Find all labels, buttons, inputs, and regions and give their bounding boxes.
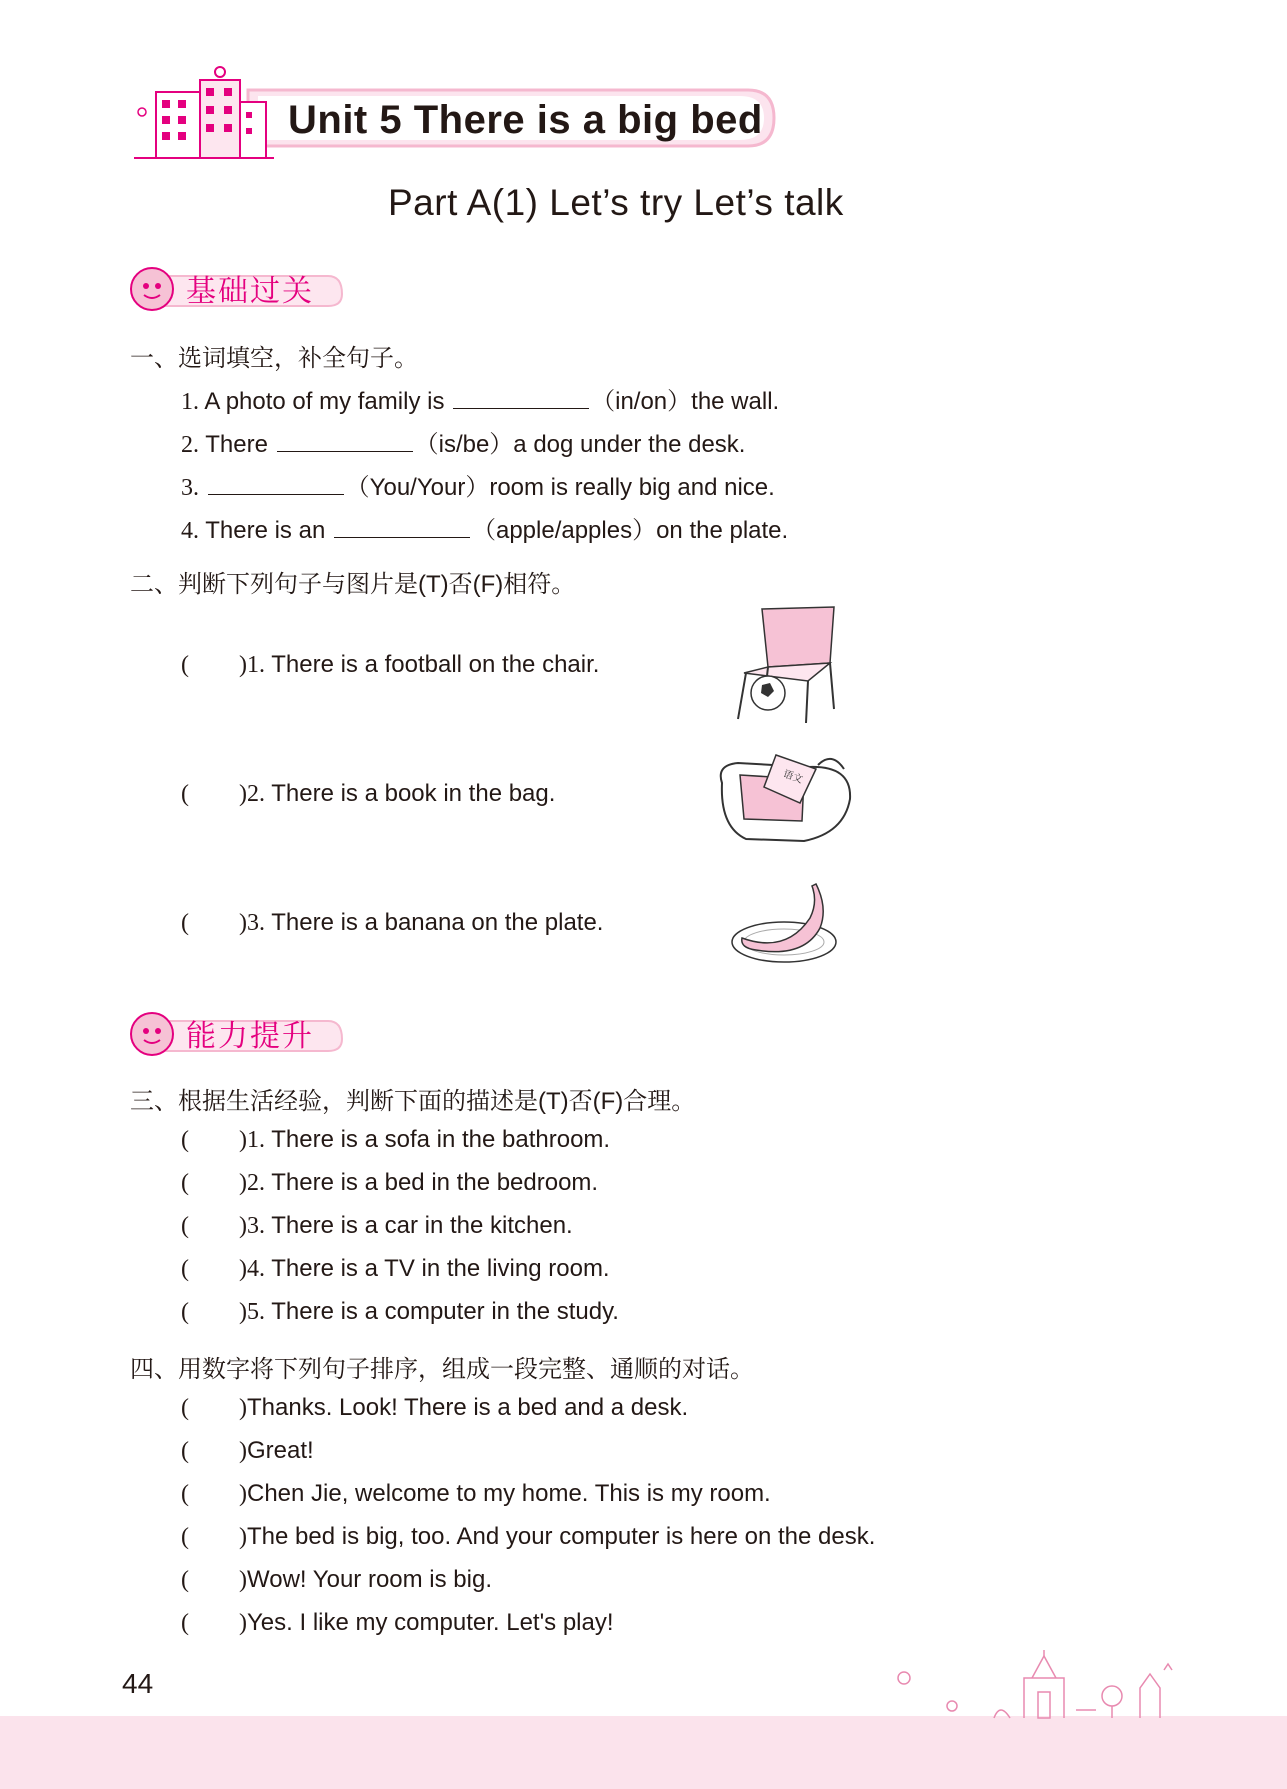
answer-paren[interactable]: ( ) [181, 1610, 247, 1636]
q2-item-1: ( ) 1. There is a football on the chair. [181, 651, 600, 678]
answer-paren[interactable]: ( ) [181, 910, 247, 936]
q3-item-5: ( ) 5. There is a computer in the study. [181, 1298, 619, 1325]
q1-item-4: 4. There is an （apple/apples）on the plate. [181, 517, 789, 544]
unit-title: Unit 5 There is a big bed [288, 98, 763, 142]
answer-paren[interactable]: ( ) [181, 1481, 247, 1507]
answer-paren[interactable]: ( ) [181, 1567, 247, 1593]
q1-blank-3[interactable] [208, 472, 344, 495]
q3-item-1: ( ) 1. There is a sofa in the bathroom. [181, 1126, 611, 1153]
section-title-ability: 能力提升 [186, 1020, 314, 1053]
q1-blank-2[interactable] [277, 429, 413, 452]
page-number: 44 [122, 1668, 154, 1699]
q2-item-2: ( ) 2. There is a book in the bag. [181, 780, 556, 807]
q1-blank-1[interactable] [453, 386, 589, 409]
q1-item-1: 1. A photo of my family is （in/on）the wall. [181, 388, 780, 415]
bag-with-book-image [712, 745, 860, 849]
building-icon [128, 62, 278, 166]
answer-paren[interactable]: ( ) [181, 1213, 247, 1239]
answer-paren[interactable]: ( ) [181, 1524, 247, 1550]
castle-decoration-icon [884, 1648, 1174, 1720]
book-label: 语文 [781, 768, 805, 786]
footer-band [0, 1716, 1287, 1789]
q1-item-3: 3. （You/Your）room is really big and nice. [181, 474, 775, 501]
q4-item-3: ( ) Chen Jie, welcome to my home. This is my room. [181, 1480, 771, 1507]
q3-heading: 三、根据生活经验，判断下面的描述是(T)否(F)合理。 [130, 1088, 696, 1115]
q4-item-4: ( ) The bed is big, too. And your computer is here on the desk. [181, 1523, 876, 1550]
q3-item-4: ( ) 4. There is a TV in the living room. [181, 1255, 610, 1282]
answer-paren[interactable]: ( ) [181, 1127, 247, 1153]
q1-blank-4[interactable] [334, 515, 470, 538]
q4-item-6: ( ) Yes. I like my computer. Let's play! [181, 1609, 614, 1636]
answer-paren[interactable]: ( ) [181, 1256, 247, 1282]
section-title-basic: 基础过关 [186, 275, 314, 308]
answer-paren[interactable]: ( ) [181, 1170, 247, 1196]
part-title: Part A(1) Let’s try Let’s talk [388, 182, 844, 223]
q3-item-2: ( ) 2. There is a bed in the bedroom. [181, 1169, 599, 1196]
q2-heading: 二、判断下列句子与图片是(T)否(F)相符。 [130, 571, 576, 598]
answer-paren[interactable]: ( ) [181, 781, 247, 807]
q3-item-3: ( ) 3. There is a car in the kitchen. [181, 1212, 573, 1239]
banana-on-plate-image [726, 878, 848, 970]
q1-heading: 一、选词填空，补全句子。 [130, 345, 418, 372]
q4-item-2: ( ) Great! [181, 1437, 314, 1464]
q4-item-5: ( ) Wow! Your room is big. [181, 1566, 493, 1593]
q1-item-2: 2. There （is/be）a dog under the desk. [181, 431, 746, 458]
answer-paren[interactable]: ( ) [181, 1438, 247, 1464]
answer-paren[interactable]: ( ) [181, 1299, 247, 1325]
chair-with-football-image [734, 605, 838, 725]
answer-paren[interactable]: ( ) [181, 652, 247, 678]
q4-heading: 四、用数字将下列句子排序，组成一段完整、通顺的对话。 [130, 1356, 754, 1383]
answer-paren[interactable]: ( ) [181, 1395, 247, 1421]
q4-item-1: ( ) Thanks. Look! There is a bed and a desk. [181, 1394, 689, 1421]
q2-item-3: ( ) 3. There is a banana on the plate. [181, 909, 604, 936]
